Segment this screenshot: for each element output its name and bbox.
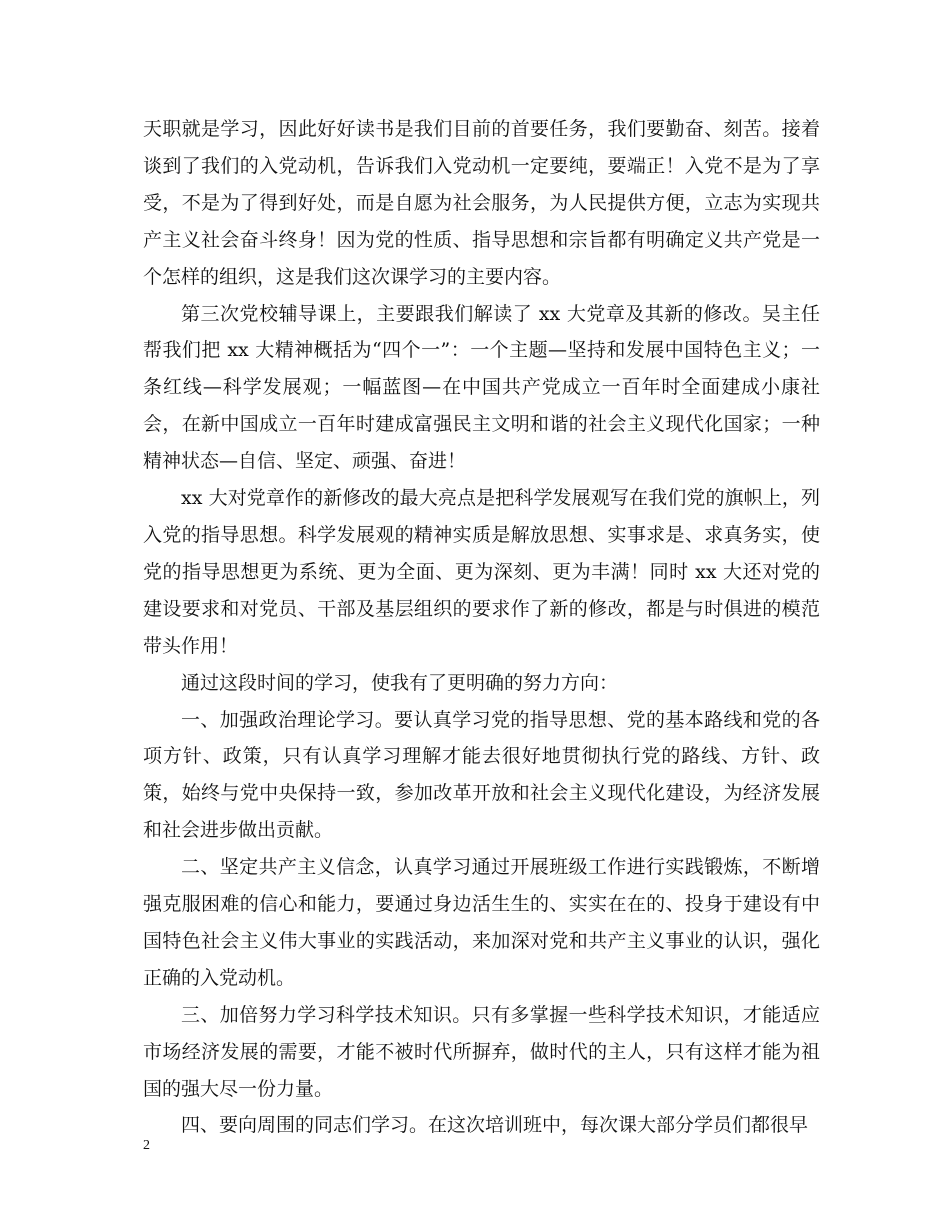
paragraph-1: 天职就是学习，因此好好读书是我们目前的首要任务，我们要勤奋、刻苦。接着谈到了我们的入党动机，告诉我们入党动机一定要纯，要端正！入党不是为了享受，不是为了得到好处，而是自愿为社会服务，为人民提供方便，立志为实现共产主义社会奋斗终身！因为党的性质、指导思想和宗旨都有明确定义共产党是一个怎样的组织，这是我们这次课学习的主要内容。 (143, 118, 820, 288)
document-body (143, 111, 820, 1144)
paragraph-8: 四、要向周围的同志们学习。在这次培训班中，每次课大部分学员们都很早 (181, 1114, 809, 1137)
page-number: 2 (143, 1138, 150, 1153)
paragraph-2: 第三次党校辅导课上，主要跟我们解读了 xx 大党章及其新的修改。吴主任帮我们把 xx 大精神概括为“四个一”：一个主题—坚持和发展中国特色主义；一条红线—科学发展观；一幅蓝图—在中国共产党成立一百年时全面建成小康社会，在新中国成立一百年时建成富强民主文明和谐的社会主义现代化国家；一种精神状态—自信、坚定、顽强、奋进！ (143, 302, 820, 473)
paragraph-5: 一、加强政治理论学习。要认真学习党的指导思想、党的基本路线和党的各项方针、政策，只有认真学习理解才能去很好地贯彻执行党的路线、方针、政策，始终与党中央保持一致，参加改革开放和社会主义现代化建设，为经济发展和社会进步做出贡献。 (143, 708, 820, 842)
paragraph-4: 通过这段时间的学习，使我有了更明确的努力方向： (181, 671, 619, 694)
paragraph-3: xx 大对党章作的新修改的最大亮点是把科学发展观写在我们党的旗帜上，列入党的指导思想。科学发展观的精神实质是解放思想、实事求是、求真务实，使党的指导思想更为系统、更为全面、更为深刻、更为丰满！同时 xx 大还对党的建设要求和对党员、干部及基层组织的要求作了新的修改，都是与时俱进的模范带头作用！ (143, 487, 820, 657)
paragraph-6: 二、坚定共产主义信念，认真学习通过开展班级工作进行实践锻炼，不断增强克服困难的信心和能力，要通过身边活生生的、实实在在的、投身于建设有中国特色社会主义伟大事业的实践活动，来加深对党和共产主义事业的认识，强化正确的入党动机。 (143, 856, 820, 989)
paragraph-7: 三、加倍努力学习科学技术知识。只有多掌握一些科学技术知识，才能适应市场经济发展的需要，才能不被时代所摒弃，做时代的主人，只有这样才能为祖国的强大尽一份力量。 (143, 1003, 820, 1100)
